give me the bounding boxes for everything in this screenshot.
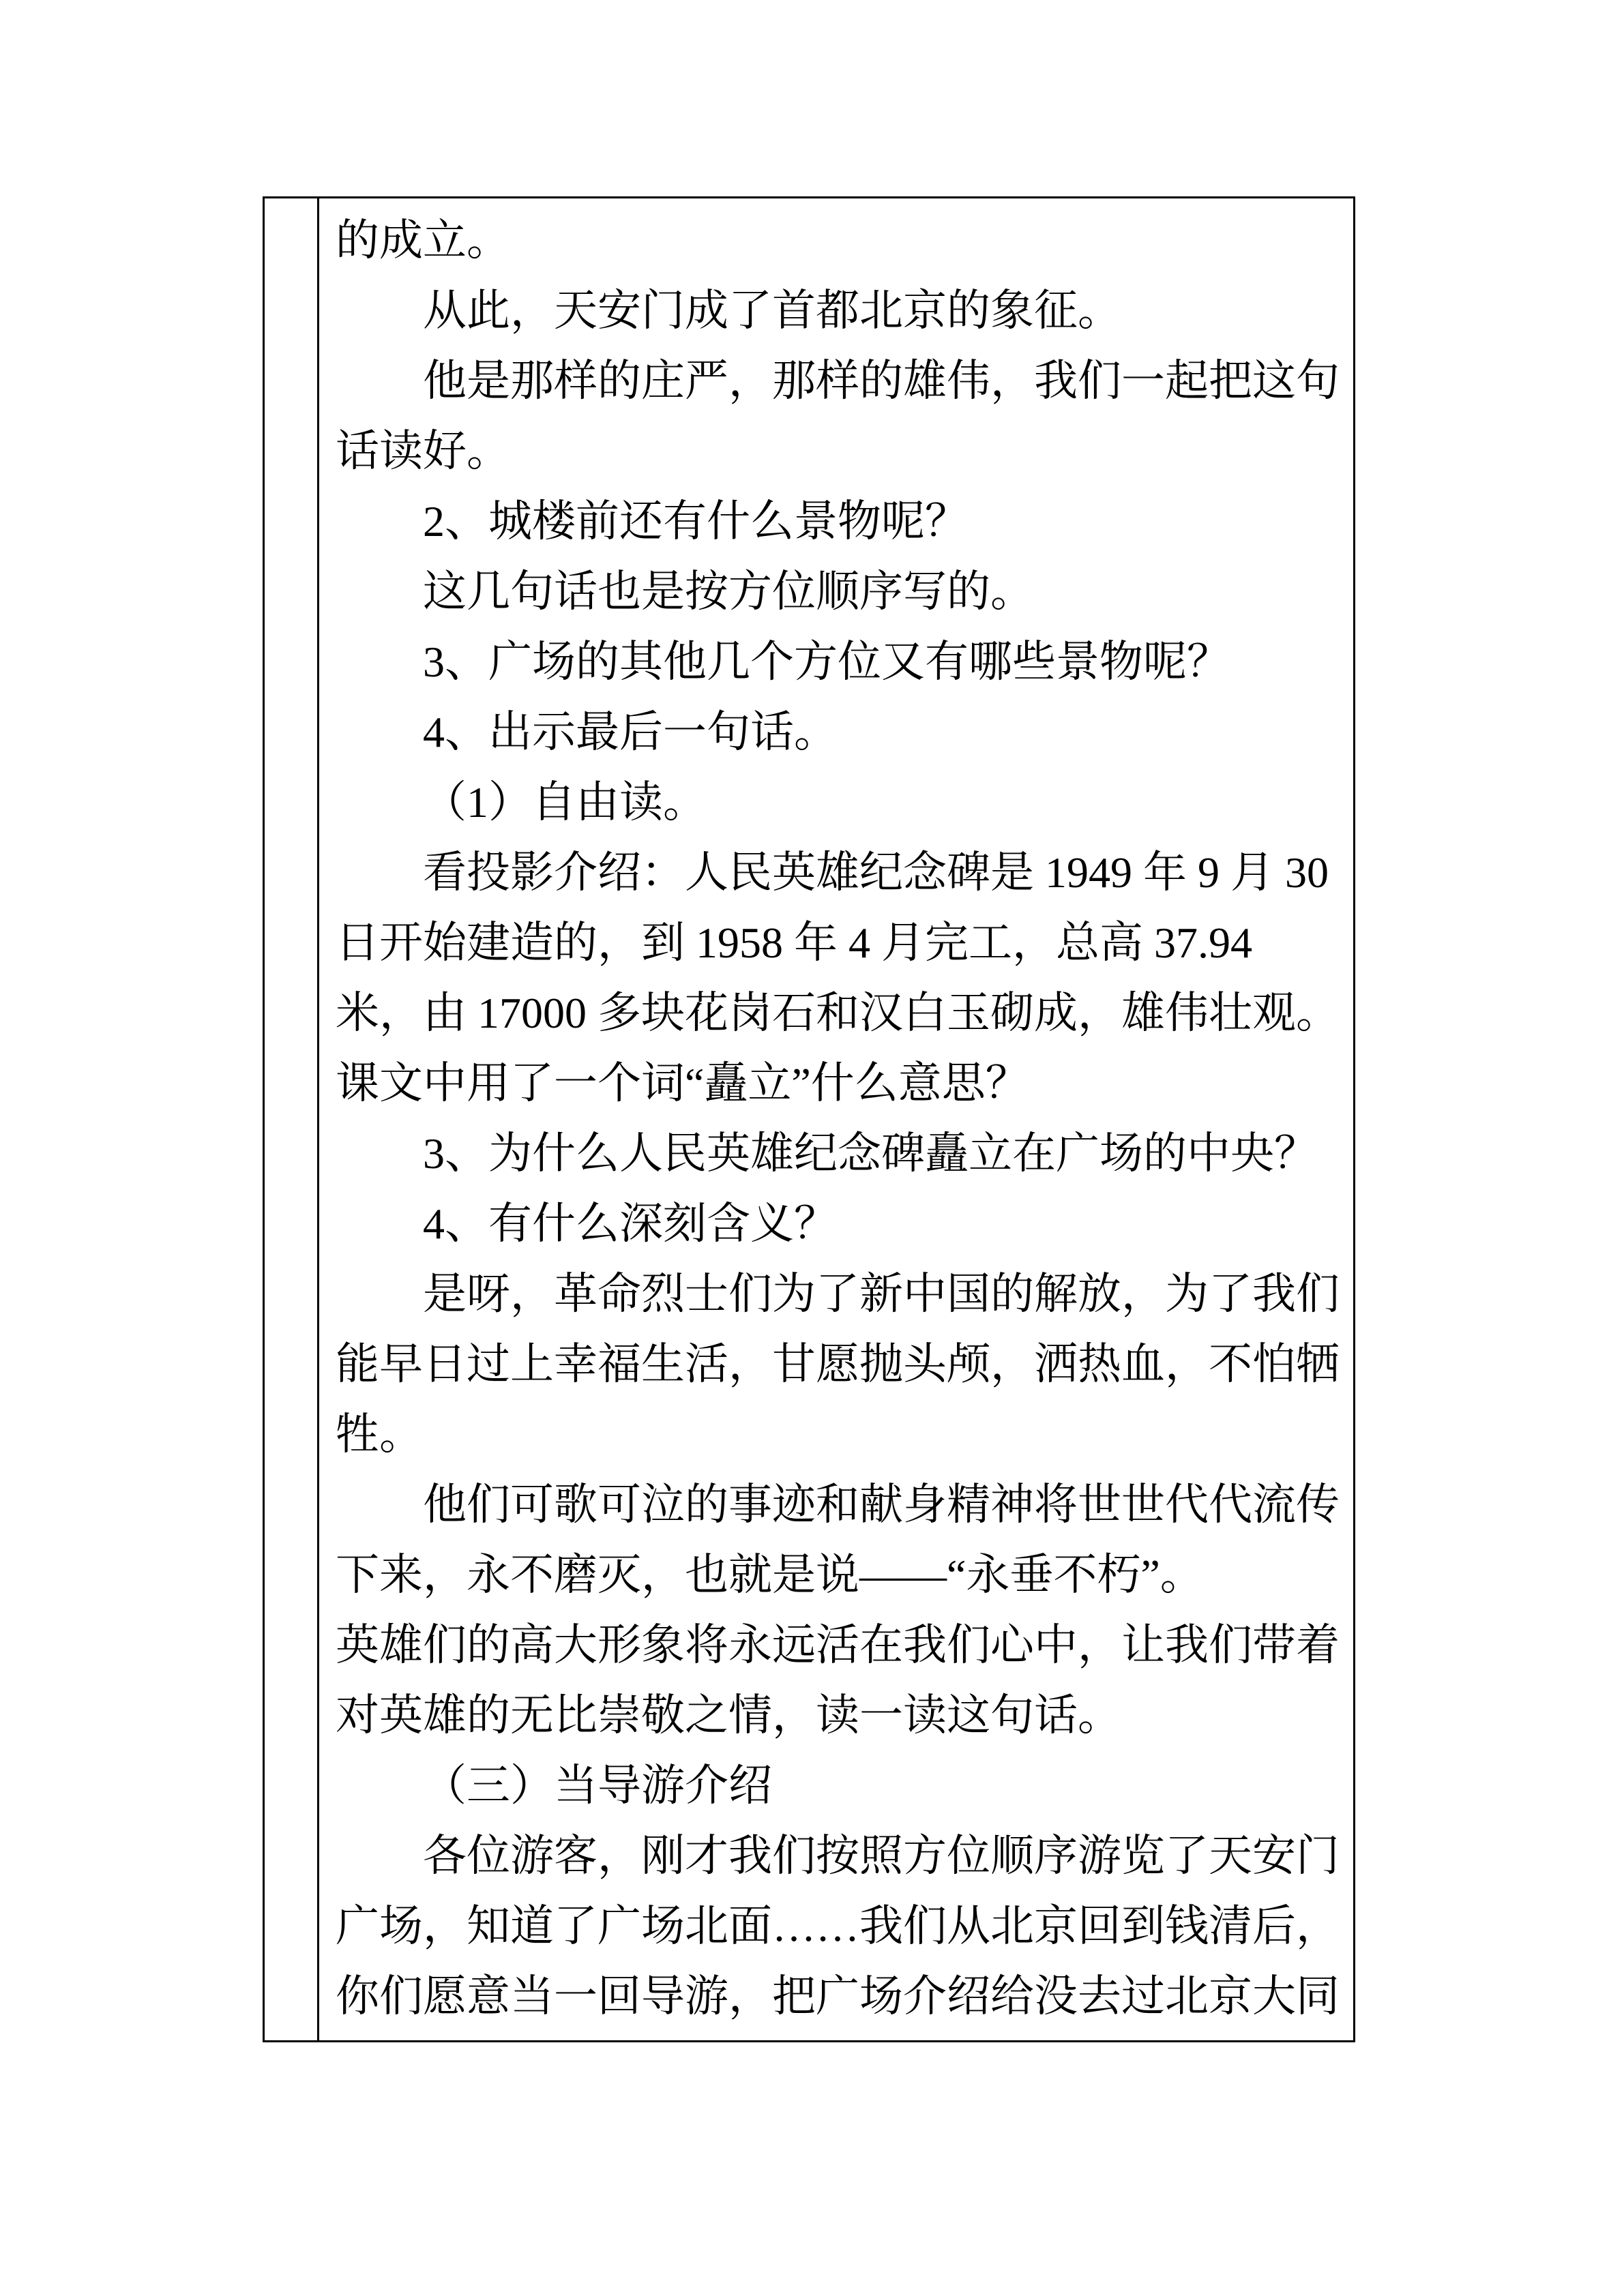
text-line-8: 4、出示最后一句话。 <box>423 708 838 756</box>
text-line-6: 这几句话也是按方位顺序写的。 <box>423 567 1034 616</box>
text-line-7: 3、广场的其他几个方位又有哪些景物呢？ <box>423 638 1230 686</box>
text-line-3: 他是那样的庄严，那样的雄伟，我们一起把这句 <box>423 357 1340 405</box>
text-line-21: 英雄们的高大形象将永远活在我们心中，让我们带着 <box>336 1621 1340 1669</box>
text-line-13: 课文中用了一个词“矗立”什么意思？ <box>336 1059 1029 1107</box>
text-line-9: （1）自由读。 <box>423 778 707 826</box>
text-line-10: 看投影介绍：人民英雄纪念碑是 1949 年 9 月 30 <box>423 848 1329 897</box>
text-line-14: 3、为什么人民英雄纪念碑矗立在广场的中央？ <box>423 1129 1318 1178</box>
text-line-4: 话读好。 <box>336 427 510 475</box>
text-line-26: 你们愿意当一回导游，把广场介绍给没去过北京大同 <box>336 1972 1340 2021</box>
text-line-19: 他们可歌可泣的事迹和献身精神将世世代代流传 <box>423 1480 1340 1529</box>
text-line-16: 是呀，革命烈士们为了新中国的解放，为了我们 <box>423 1270 1340 1318</box>
text-line-25: 广场，知道了广场北面……我们从北京回到钱清后， <box>336 1902 1340 1950</box>
text-line-18: 牲。 <box>336 1410 423 1459</box>
text-line-23: （三）当导游介绍 <box>423 1761 772 1810</box>
text-line-2: 从此，天安门成了首都北京的象征。 <box>423 286 1121 335</box>
text-line-20: 下来，永不磨灭，也就是说——“永垂不朽”。 <box>336 1551 1204 1599</box>
text-line-24: 各位游客，刚才我们按照方位顺序游览了天安门 <box>423 1832 1340 1880</box>
text-line-22: 对英雄的无比崇敬之情，读一读这句话。 <box>336 1691 1121 1740</box>
text-line-1: 的成立。 <box>336 216 510 265</box>
text-line-11: 日开始建造的，到 1958 年 4 月完工，总高 37.94 <box>336 919 1252 967</box>
table-side-column <box>265 198 319 2040</box>
text-line-5: 2、城楼前还有什么景物呢？ <box>423 497 969 546</box>
lesson-plan-table <box>263 196 1355 2042</box>
text-line-12: 米，由 17000 多块花岗石和汉白玉砌成，雄伟壮观。 <box>336 989 1340 1037</box>
table-content-cell <box>319 198 1353 2040</box>
text-line-15: 4、有什么深刻含义？ <box>423 1199 838 1248</box>
text-line-17: 能早日过上幸福生活，甘愿抛头颅，洒热血，不怕牺 <box>336 1340 1340 1388</box>
